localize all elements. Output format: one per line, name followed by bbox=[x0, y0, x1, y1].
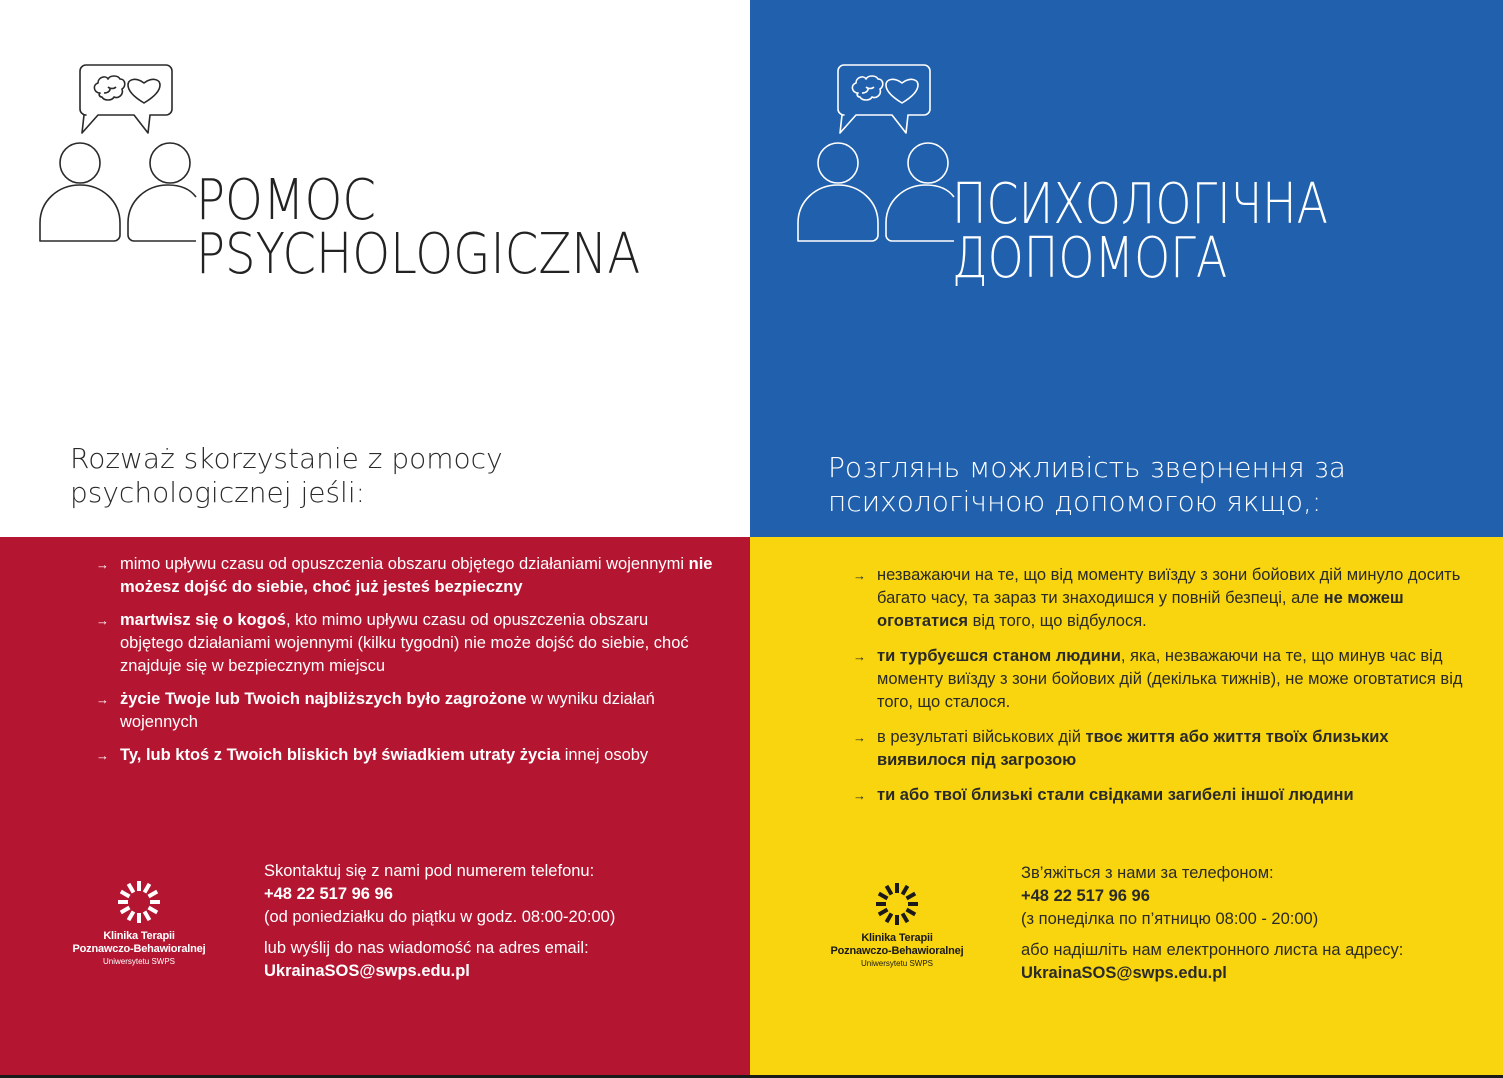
list-item: → незважаючи на те, що від моменту виїзду з зони бойових дій минуло досить багато часу, та зараз ти знаходишся у повній безпеці, але не можеш оговтатися від того, що відбулося. bbox=[853, 566, 1461, 630]
logo-line-1: Klinika Terapii bbox=[861, 932, 933, 944]
title-line-2: ДОПОМОГА bbox=[952, 226, 1228, 291]
office-hours: (з понеділка по п’ятницю 08:00 - 20:00) bbox=[1021, 910, 1319, 928]
office-hours: (od poniedziałku do piątku w godz. 08:00-20:00) bbox=[264, 908, 616, 926]
ukrainian-details-section bbox=[750, 537, 1503, 1078]
list-item: → ти або твої близькі стали свідками загибелі іншої людини bbox=[853, 784, 1473, 807]
arrow-right-icon: → bbox=[853, 568, 866, 583]
phone-intro: Skontaktuj się z nami pod numerem telefonu: bbox=[264, 862, 595, 880]
symptom-list bbox=[96, 553, 716, 777]
contact-info bbox=[1021, 862, 1403, 985]
title-line-1: POMOC bbox=[196, 168, 377, 233]
arrow-right-icon: → bbox=[96, 692, 109, 707]
title-line-2: PSYCHOLOGICZNA bbox=[196, 222, 641, 287]
heart-icon bbox=[128, 79, 160, 103]
email-link[interactable]: UkrainaSOS@swps.edu.pl bbox=[264, 962, 470, 980]
logo-line-3: Uniwersytetu SWPS bbox=[860, 959, 934, 968]
arrow-right-icon: → bbox=[853, 649, 866, 664]
brain-icon bbox=[94, 76, 124, 100]
title-line-1: ПСИХОЛОГІЧНА bbox=[952, 172, 1329, 237]
two-people-chat-icon bbox=[796, 63, 956, 245]
clinic-logo-icon bbox=[875, 882, 919, 926]
ukrainian-header-section bbox=[750, 0, 1503, 537]
logo-line-2: Poznawczo-Behawioralnej bbox=[830, 945, 964, 957]
phone-number[interactable]: +48 22 517 96 96 bbox=[1021, 887, 1150, 905]
contact-info bbox=[264, 860, 615, 983]
arrow-right-icon: → bbox=[96, 613, 109, 628]
arrow-right-icon: → bbox=[96, 557, 109, 572]
phone-number[interactable]: +48 22 517 96 96 bbox=[264, 885, 393, 903]
list-item: → ти турбуєшся станом людини, яка, незважаючи на те, що минув час від моменту виїзду з зони бойових дій (декілька тижнів), не може оговтатися від того, що сталося. bbox=[853, 647, 1463, 711]
list-item: → życie Twoje lub Twoich najbliższych było zagrożone w wyniku działań wojennych bbox=[96, 690, 655, 731]
phone-intro: Зв’яжіться з нами за телефоном: bbox=[1021, 864, 1274, 882]
logo-line-1: Klinika Terapii bbox=[103, 930, 175, 942]
polish-details-section bbox=[0, 537, 750, 1078]
arrow-right-icon: → bbox=[853, 788, 866, 803]
heart-icon bbox=[886, 79, 918, 103]
intro-text: Розглянь можливість звернення за психологічною допомогою якщо,: bbox=[828, 451, 1346, 518]
page-title bbox=[952, 172, 1329, 291]
clinic-logo-icon bbox=[117, 880, 161, 924]
two-people-chat-icon bbox=[38, 63, 198, 245]
page-title bbox=[196, 168, 641, 287]
symptom-list bbox=[853, 564, 1473, 817]
list-item: → martwisz się o kogoś, kto mimo upływu czasu od opuszczenia obszaru objętego działaniami wojennymi (kilku tygodni) nie może dojść do siebie, choć znajduje się w bezpiecznym miejscu bbox=[96, 611, 689, 675]
list-item: → Ty, lub ktoś z Twoich bliskich był świadkiem utraty życia innej osoby bbox=[96, 744, 716, 767]
arrow-right-icon: → bbox=[853, 730, 866, 745]
clinic-logo bbox=[822, 882, 972, 969]
brain-icon bbox=[852, 76, 882, 100]
polish-header-section bbox=[0, 0, 750, 537]
email-intro: lub wyślij do nas wiadomość na adres email: bbox=[264, 939, 589, 957]
email-intro: або надішліть нам електронного листа на адресу: bbox=[1021, 941, 1404, 959]
logo-line-3: Uniwersytetu SWPS bbox=[102, 957, 176, 966]
intro-text: Rozważ skorzystanie z pomocy psychologicznej jeśli: bbox=[70, 442, 503, 509]
logo-line-2: Poznawczo-Behawioralnej bbox=[72, 943, 206, 955]
clinic-logo bbox=[64, 880, 214, 967]
arrow-right-icon: → bbox=[96, 748, 109, 763]
list-item: → mimo upływu czasu od opuszczenia obszaru objętego działaniami wojennymi nie możesz dojść do siebie, choć już jesteś bezpieczny bbox=[96, 555, 713, 596]
list-item: → в результаті військових дій твоє життя або життя твоїх близьких виявилося під загрозою bbox=[853, 728, 1389, 769]
email-link[interactable]: UkrainaSOS@swps.edu.pl bbox=[1021, 964, 1227, 982]
